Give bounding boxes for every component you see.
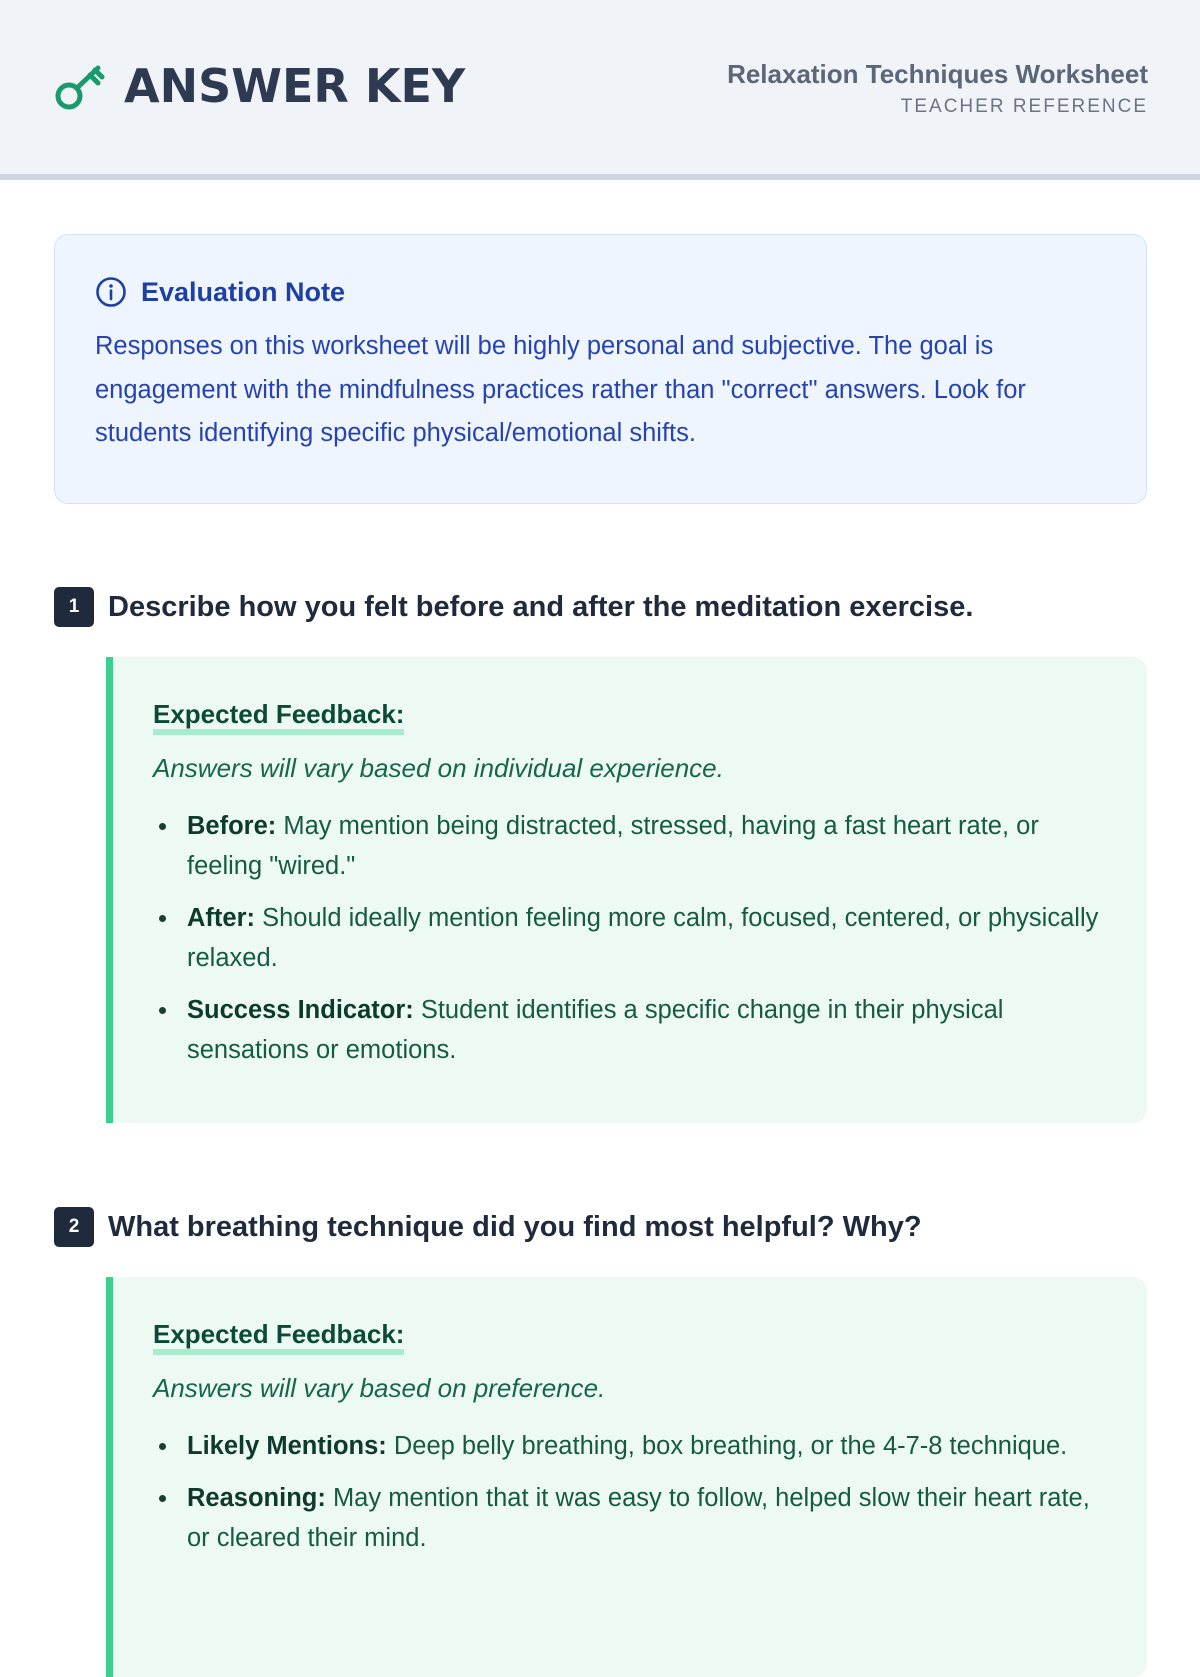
evaluation-note: [54, 234, 1147, 504]
question-2: [54, 1207, 922, 1247]
info-icon: [95, 276, 127, 308]
document-meta: [727, 58, 1148, 118]
answer-block-2: [106, 1277, 1147, 1677]
feedback-list: [153, 806, 1107, 1070]
point-text: May mention that it was easy to follow, helped slow their heart rate, or cleared their mind.: [187, 1484, 1090, 1552]
key-icon: [54, 60, 106, 112]
feedback-list: [153, 1426, 1107, 1558]
list-item: [153, 990, 1107, 1070]
note-header: [95, 275, 1106, 309]
point-text: Student identifies a specific change in their physical sensations or emotions.: [187, 996, 1004, 1064]
list-item: [153, 1426, 1107, 1466]
question-1: [54, 587, 973, 627]
answer-block-1: [106, 657, 1147, 1123]
worksheet-title: Relaxation Techniques Worksheet: [727, 59, 1148, 89]
feedback-intro: Answers will vary based on preference.: [153, 1373, 606, 1403]
list-item: [153, 1478, 1107, 1558]
feedback-label: Expected Feedback:: [153, 699, 404, 735]
question-text: Describe how you felt before and after the meditation exercise.: [108, 590, 974, 623]
point-label: Before:: [187, 812, 277, 840]
note-title: Evaluation Note: [141, 276, 346, 307]
point-label: Likely Mentions:: [187, 1432, 387, 1460]
feedback-intro: Answers will vary based on individual experience.: [153, 753, 724, 783]
list-item: [153, 898, 1107, 978]
feedback-label: Expected Feedback:: [153, 1319, 404, 1355]
note-text: Responses on this worksheet will be highly personal and subjective. The goal is engagement with the mindfulness practices rather than "correct" answers. Look for students identifying specific physical/emotional shifts.: [95, 332, 1026, 447]
question-number: 1: [54, 587, 94, 627]
list-item: [153, 806, 1107, 886]
brand: [54, 60, 465, 112]
point-text: Should ideally mention feeling more calm, focused, centered, or physically relaxed.: [187, 904, 1099, 972]
point-label: Reasoning:: [187, 1484, 326, 1512]
worksheet-subtitle: TEACHER REFERENCE: [900, 96, 1148, 117]
question-text: What breathing technique did you find most helpful? Why?: [108, 1210, 922, 1243]
point-label: After:: [187, 904, 255, 932]
page-title: ANSWER KEY: [124, 59, 466, 113]
question-number: 2: [54, 1207, 94, 1247]
page-header: [0, 0, 1200, 180]
point-label: Success Indicator:: [187, 996, 414, 1024]
point-text: May mention being distracted, stressed, having a fast heart rate, or feeling "wired.": [187, 812, 1039, 880]
point-text: Deep belly breathing, box breathing, or the 4-7-8 technique.: [393, 1432, 1068, 1460]
